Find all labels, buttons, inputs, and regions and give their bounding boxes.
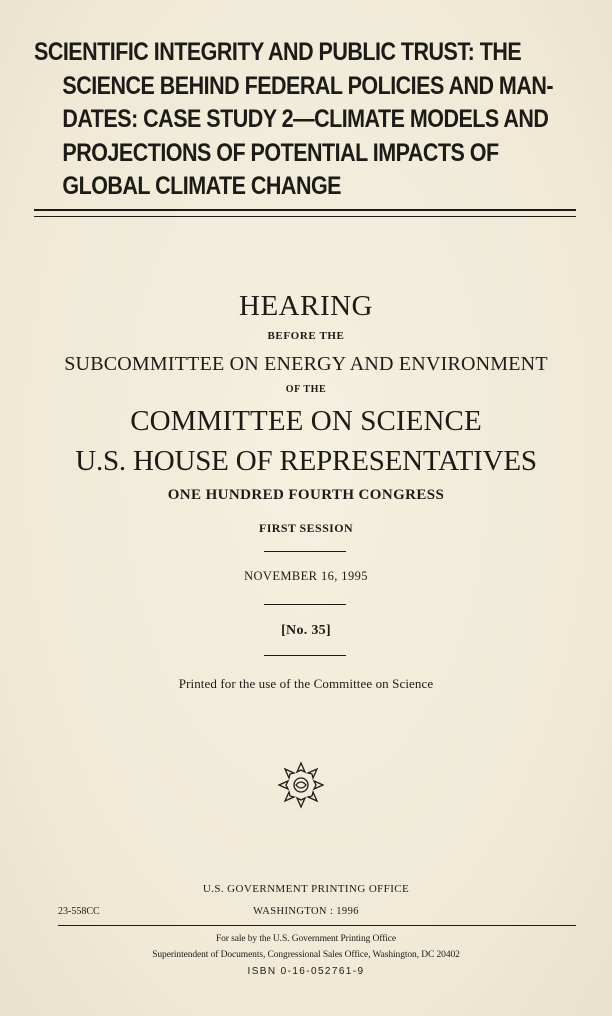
superintendent-address: Superintendent of Documents, Congressional Sales Office, Washington, DC 20402 [152,950,460,960]
title-line-1: SCIENTIFIC INTEGRITY AND PUBLIC TRUST: THE [34,38,522,66]
title-line-4: PROJECTIONS OF POTENTIAL IMPACTS OF [62,138,499,167]
publisher-name: U.S. GOVERNMENT PRINTING OFFICE [202,883,410,895]
document-number: 23-558CC [58,906,100,917]
title-line-5: GLOBAL CLIMATE CHANGE [62,172,341,200]
serial-number: [No. 35] [281,623,331,638]
document-title [34,36,584,204]
publication-location-year: WASHINGTON : 1996 [253,906,359,917]
subcommittee-name: SUBCOMMITTEE ON ENERGY AND ENVIRONMENT [64,353,548,375]
committee-name: COMMITTEE ON SCIENCE [130,405,482,437]
divider-rule [264,655,346,656]
divider-rule [264,551,346,552]
title-line-2: SCIENCE BEHIND FEDERAL POLICIES AND MAN- [62,71,553,100]
divider-rule [264,604,346,605]
printed-for-note: Printed for the use of the Committee on Science [178,676,434,691]
gpo-seal-icon [276,760,326,810]
house-name: U.S. HOUSE OF REPRESENTATIVES [75,445,537,477]
before-the-label: BEFORE THE [267,330,345,342]
gpo-seal-graphic [276,760,326,810]
for-sale-note: For sale by the U.S. Government Printing Office [215,934,397,944]
isbn-number: ISBN 0-16-052761-9 [247,966,365,977]
title-double-rule [34,209,576,217]
hearing-date: NOVEMBER 16, 1995 [244,569,368,583]
session-label: FIRST SESSION [258,521,354,535]
congress-label: ONE HUNDRED FOURTH CONGRESS [167,487,445,503]
hearing-heading: HEARING [239,290,373,322]
title-line-3: DATES: CASE STUDY 2—CLIMATE MODELS AND [62,105,549,133]
footer-rule [58,925,576,926]
of-the-label: OF THE [285,384,327,395]
